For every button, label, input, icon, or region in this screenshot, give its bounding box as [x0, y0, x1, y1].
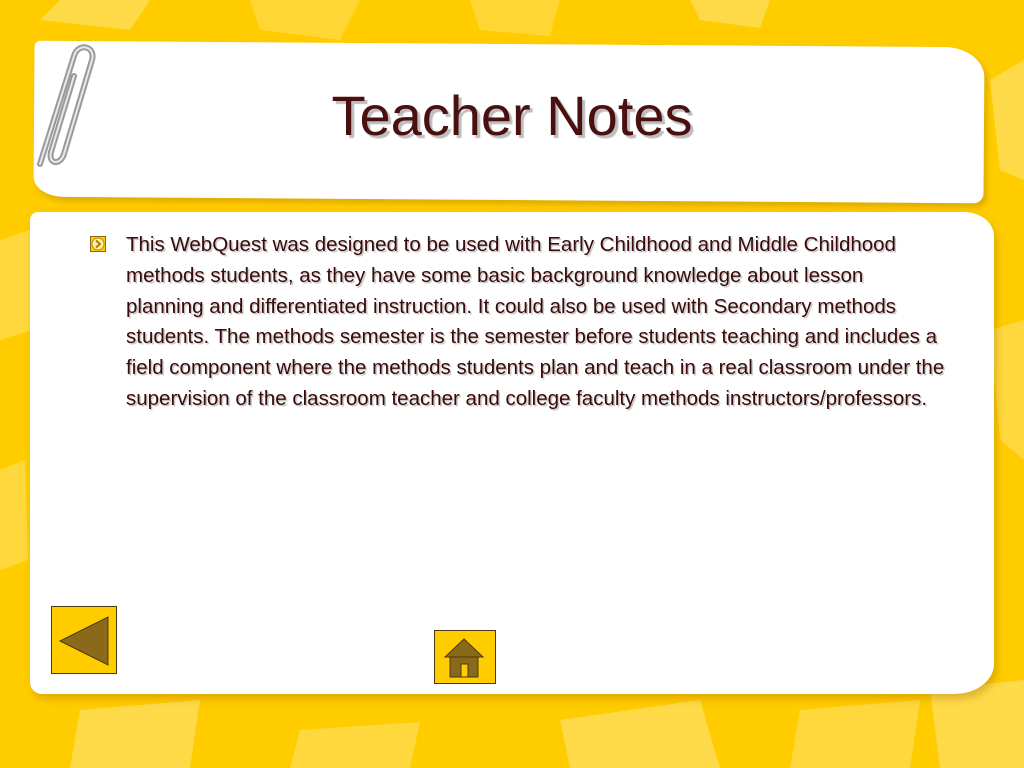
bullet-text: This WebQuest was designed to be used with Early Childhood and Middle Childhood methods students, as they have some basic background knowledge about lesson planning and differentiated instruction. It could also be used with Secondary methods students. The methods semester is the semester before students teaching and includes a field component where the methods students plan and teach in a real classroom under the supervision of the classroom teacher and college faculty methods instructors/professors. — [126, 233, 945, 410]
triangle-left-icon — [52, 607, 115, 672]
page-title: Teacher Notes — [331, 84, 693, 147]
home-icon — [435, 631, 494, 682]
home-button[interactable] — [434, 630, 496, 684]
back-button[interactable] — [51, 606, 117, 674]
arrow-circle-icon — [90, 236, 106, 252]
